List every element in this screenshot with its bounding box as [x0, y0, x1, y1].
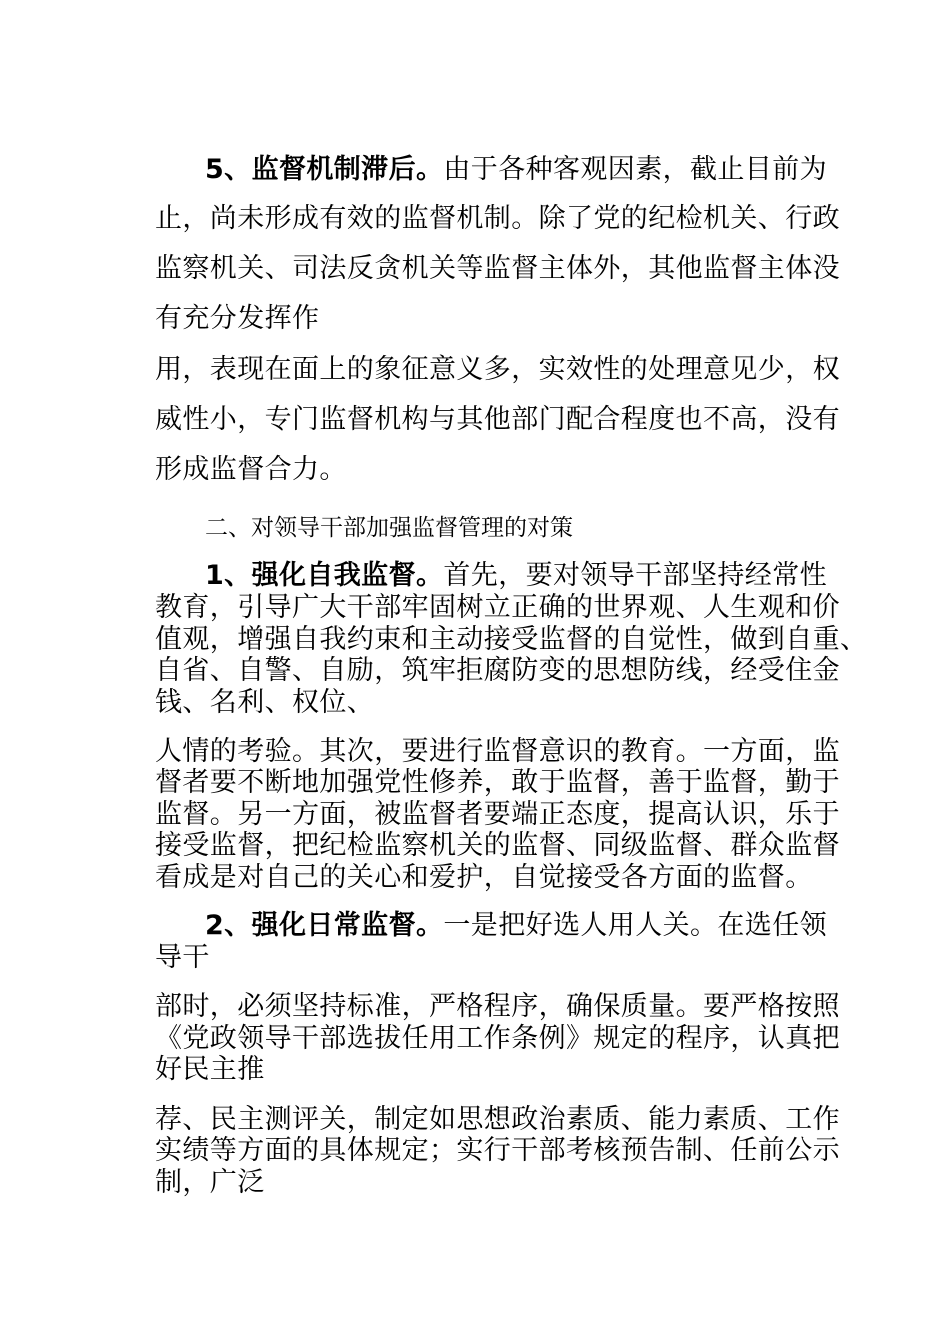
item-1-first-line [205, 559, 827, 593]
item-2-cont-line: 《党政领导干部选拔任用工作条例》规定的程序，认真把 [155, 1023, 840, 1054]
item-2-cont-line: 制，广泛 [155, 1167, 265, 1198]
paragraph-5-line: 有充分发挥作 [155, 303, 320, 334]
item-1-cont-line: 督者要不断地加强党性修养，敢于监督，善于监督，勤于 [155, 767, 840, 798]
paragraph-5-cont-line: 威性小，专门监督机构与其他部门配合程度也不高，没有 [155, 404, 840, 435]
paragraph-5-text: 由于各种客观因素，截止目前为 [443, 154, 827, 185]
item-2-cont-line: 实绩等方面的具体规定；实行干部考核预告制、任前公示 [155, 1135, 840, 1166]
item-1-cont-line: 看成是对自己的关心和爱护，自觉接受各方面的监督。 [155, 862, 813, 893]
item-2-line: 导干 [155, 942, 210, 973]
item-1-cont-line: 监督。另一方面，被监督者要端正态度，提高认识，乐于 [155, 799, 840, 830]
item-1-cont-line: 接受监督，把纪检监察机关的监督、同级监督、群众监督 [155, 830, 840, 861]
item-2-first-line [205, 909, 827, 943]
paragraph-5-cont-line: 用，表现在面上的象征意义多，实效性的处理意见少，权 [155, 354, 840, 385]
paragraph-5-cont-line: 形成监督合力。 [155, 454, 347, 485]
item-1-lead: 1、强化自我监督。 [205, 560, 444, 591]
item-2-lead: 2、强化日常监督。 [205, 910, 444, 941]
item-2-cont-line: 荐、民主测评关，制定如思想政治素质、能力素质、工作 [155, 1104, 840, 1135]
item-2-cont-line: 好民主推 [155, 1054, 265, 1085]
item-1-cont-line: 人情的考验。其次，要进行监督意识的教育。一方面，监 [155, 736, 840, 767]
paragraph-5-line: 止，尚未形成有效的监督机制。除了党的纪检机关、行政 [155, 203, 840, 234]
section-heading: 二、对领导干部加强监督管理的对策 [205, 515, 573, 541]
item-2-cont-line: 部时，必须坚持标准，严格程序，确保质量。要严格按照 [155, 991, 840, 1022]
item-2-text: 一是把好选人用人关。在选任领 [443, 910, 827, 941]
item-1-line: 教育，引导广大干部牢固树立正确的世界观、人生观和价 [155, 592, 840, 623]
item-1-line: 自省、自警、自励，筑牢拒腐防变的思想防线，经受住金 [155, 655, 840, 686]
item-1-line: 值观，增强自我约束和主动接受监督的自觉性，做到自重、 [155, 624, 868, 655]
item-1-line: 钱、名利、权位、 [155, 687, 375, 718]
paragraph-5-first-line [205, 153, 827, 187]
item-1-text: 首先，要对领导干部坚持经常性 [443, 560, 827, 591]
paragraph-5-line: 监察机关、司法反贪机关等监督主体外，其他监督主体没 [155, 253, 840, 284]
paragraph-5-lead: 5、监督机制滞后。 [205, 154, 444, 185]
